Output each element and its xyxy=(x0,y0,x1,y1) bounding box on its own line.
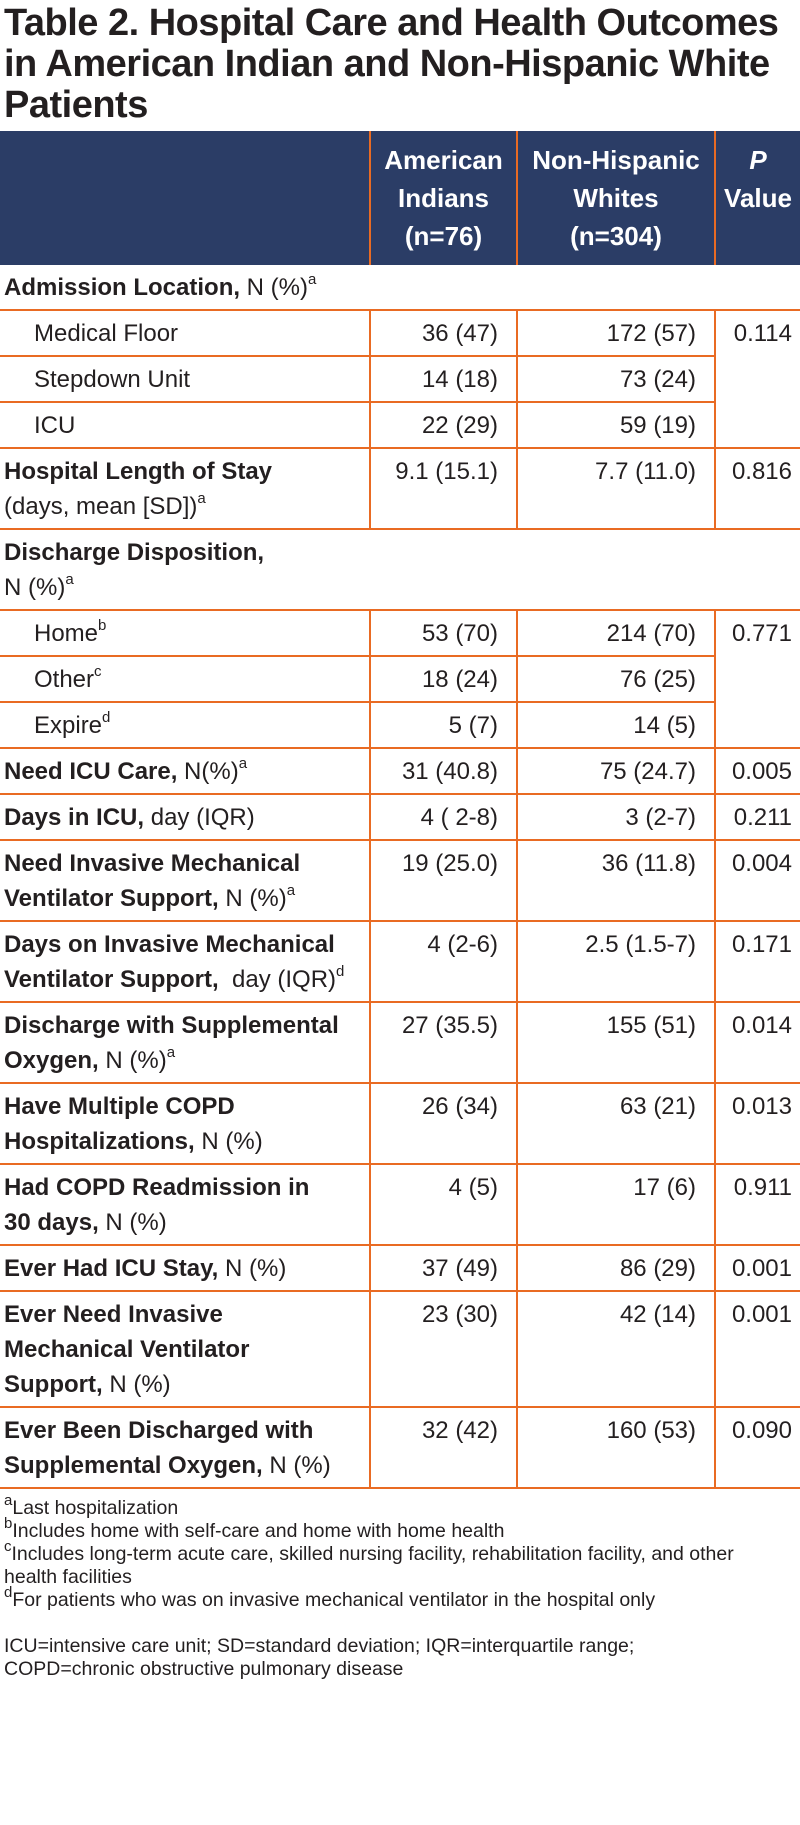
row-label: Have Multiple COPD Hospitalizations, N (%) xyxy=(0,1083,370,1164)
cell-ai: 32 (42) xyxy=(370,1407,517,1488)
cell-p: 0.114 xyxy=(715,310,800,448)
cell-ai: 53 (70) xyxy=(370,610,517,656)
cell-p: 0.001 xyxy=(715,1245,800,1291)
table-header-row xyxy=(0,131,800,265)
cell-p: 0.001 xyxy=(715,1291,800,1407)
cell-nhw: 86 (29) xyxy=(517,1245,715,1291)
header-non-hispanic-whites: Non-Hispanic Whites (n=304) xyxy=(517,131,715,265)
table-row xyxy=(0,702,800,748)
cell-ai: 4 (2-6) xyxy=(370,921,517,1002)
section-row-discharge xyxy=(0,529,800,610)
cell-p: 0.013 xyxy=(715,1083,800,1164)
row-label: Days on Invasive Mechanical Ventilator Support, day (IQR)$^d$ xyxy=(0,921,370,1002)
cell-ai: 19 (25.0) xyxy=(370,840,517,921)
table-row xyxy=(0,448,800,529)
row-label: Other$^c$ xyxy=(0,656,370,702)
title-line-2: in American Indian and Non-Hispanic White xyxy=(4,43,770,85)
cell-p: 0.090 xyxy=(715,1407,800,1488)
cell-ai: 18 (24) xyxy=(370,656,517,702)
row-label: Discharge Disposition, N (%)$^a$ xyxy=(0,529,800,610)
table-row xyxy=(0,840,800,921)
cell-nhw: 160 (53) xyxy=(517,1407,715,1488)
row-label: Days in ICU, day (IQR) xyxy=(0,794,370,840)
cell-ai: 27 (35.5) xyxy=(370,1002,517,1083)
row-label: ICU xyxy=(0,402,370,448)
table-title xyxy=(0,0,800,126)
row-label: Had COPD Readmission in 30 days, N (%) xyxy=(0,1164,370,1245)
cell-p: 0.014 xyxy=(715,1002,800,1083)
cell-p: 0.771 xyxy=(715,610,800,748)
table-row xyxy=(0,921,800,1002)
cell-ai: 23 (30) xyxy=(370,1291,517,1407)
row-label: Stepdown Unit xyxy=(0,356,370,402)
table-row xyxy=(0,1164,800,1245)
cell-ai: 37 (49) xyxy=(370,1245,517,1291)
cell-nhw: 17 (6) xyxy=(517,1164,715,1245)
table-row xyxy=(0,356,800,402)
footnote-d: $^d$For patients who was on invasive mechanical ventilator in the hospital only xyxy=(4,1583,656,1611)
row-label: Ever Had ICU Stay, N (%) xyxy=(0,1245,370,1291)
cell-nhw: 2.5 (1.5-7) xyxy=(517,921,715,1002)
row-label: Hospital Length of Stay (days, mean [SD])$^a$ xyxy=(0,448,370,529)
cell-nhw: 63 (21) xyxy=(517,1083,715,1164)
table-row xyxy=(0,402,800,448)
cell-ai: 9.1 (15.1) xyxy=(370,448,517,529)
footnotes xyxy=(0,1489,800,1681)
cell-p: 0.911 xyxy=(715,1164,800,1245)
table-row xyxy=(0,610,800,656)
table-row xyxy=(0,310,800,356)
header-p-value: P Value xyxy=(715,131,800,265)
row-label: Admission Location, N (%)$^a$ xyxy=(4,271,317,301)
cell-ai: 22 (29) xyxy=(370,402,517,448)
data-table xyxy=(0,131,800,1489)
cell-nhw: 42 (14) xyxy=(517,1291,715,1407)
cell-nhw: 73 (24) xyxy=(517,356,715,402)
cell-ai: 26 (34) xyxy=(370,1083,517,1164)
cell-nhw: 76 (25) xyxy=(517,656,715,702)
row-label: Ever Need Invasive Mechanical Ventilator Support, N (%) xyxy=(0,1291,370,1407)
abbreviations: ICU=intensive care unit; SD=standard deviation; IQR=interquartile range; COPD=chronic obstructive pulmonary disease xyxy=(4,1635,635,1680)
cell-p: 0.171 xyxy=(715,921,800,1002)
table-row xyxy=(0,1245,800,1291)
cell-p: 0.211 xyxy=(715,794,800,840)
cell-p: 0.005 xyxy=(715,748,800,794)
cell-nhw: 155 (51) xyxy=(517,1002,715,1083)
cell-nhw: 172 (57) xyxy=(517,310,715,356)
title-line-1: Table 2. Hospital Care and Health Outcomes xyxy=(4,2,779,44)
cell-p: 0.004 xyxy=(715,840,800,921)
footnote-c: $^c$Includes long-term acute care, skilled nursing facility, rehabilitation facility, and other health facilities xyxy=(4,1537,734,1588)
cell-nhw: 214 (70) xyxy=(517,610,715,656)
cell-nhw: 7.7 (11.0) xyxy=(517,448,715,529)
cell-nhw: 59 (19) xyxy=(517,402,715,448)
footnote-a: $^a$Last hospitalization xyxy=(4,1491,179,1519)
cell-nhw: 14 (5) xyxy=(517,702,715,748)
row-label: Ever Been Discharged with Supplemental Oxygen, N (%) xyxy=(0,1407,370,1488)
cell-ai: 31 (40.8) xyxy=(370,748,517,794)
table-row xyxy=(0,1407,800,1488)
footnote-b: $^b$Includes home with self-care and home with home health xyxy=(4,1514,505,1542)
row-label: Need Invasive Mechanical Ventilator Support, N (%)$^a$ xyxy=(0,840,370,921)
table-row xyxy=(0,1083,800,1164)
cell-nhw: 3 (2-7) xyxy=(517,794,715,840)
header-blank xyxy=(0,131,370,265)
cell-nhw: 36 (11.8) xyxy=(517,840,715,921)
row-label: Medical Floor xyxy=(0,310,370,356)
row-label: Discharge with Supplemental Oxygen, N (%)$^a$ xyxy=(0,1002,370,1083)
cell-nhw: 75 (24.7) xyxy=(517,748,715,794)
table-row xyxy=(0,748,800,794)
table-row xyxy=(0,1002,800,1083)
row-label: Need ICU Care, N(%)$^a$ xyxy=(0,748,370,794)
cell-ai: 5 (7) xyxy=(370,702,517,748)
table-row xyxy=(0,1291,800,1407)
table-row xyxy=(0,794,800,840)
section-row-admission xyxy=(0,265,800,310)
cell-p: 0.816 xyxy=(715,448,800,529)
cell-ai: 14 (18) xyxy=(370,356,517,402)
cell-ai: 4 ( 2-8) xyxy=(370,794,517,840)
cell-ai: 4 (5) xyxy=(370,1164,517,1245)
row-label: Home$^b$ xyxy=(0,610,370,656)
cell-ai: 36 (47) xyxy=(370,310,517,356)
header-american-indians: American Indians (n=76) xyxy=(370,131,517,265)
row-label: Expire$^d$ xyxy=(0,702,370,748)
title-line-3: Patients xyxy=(4,84,148,126)
table-row xyxy=(0,656,800,702)
